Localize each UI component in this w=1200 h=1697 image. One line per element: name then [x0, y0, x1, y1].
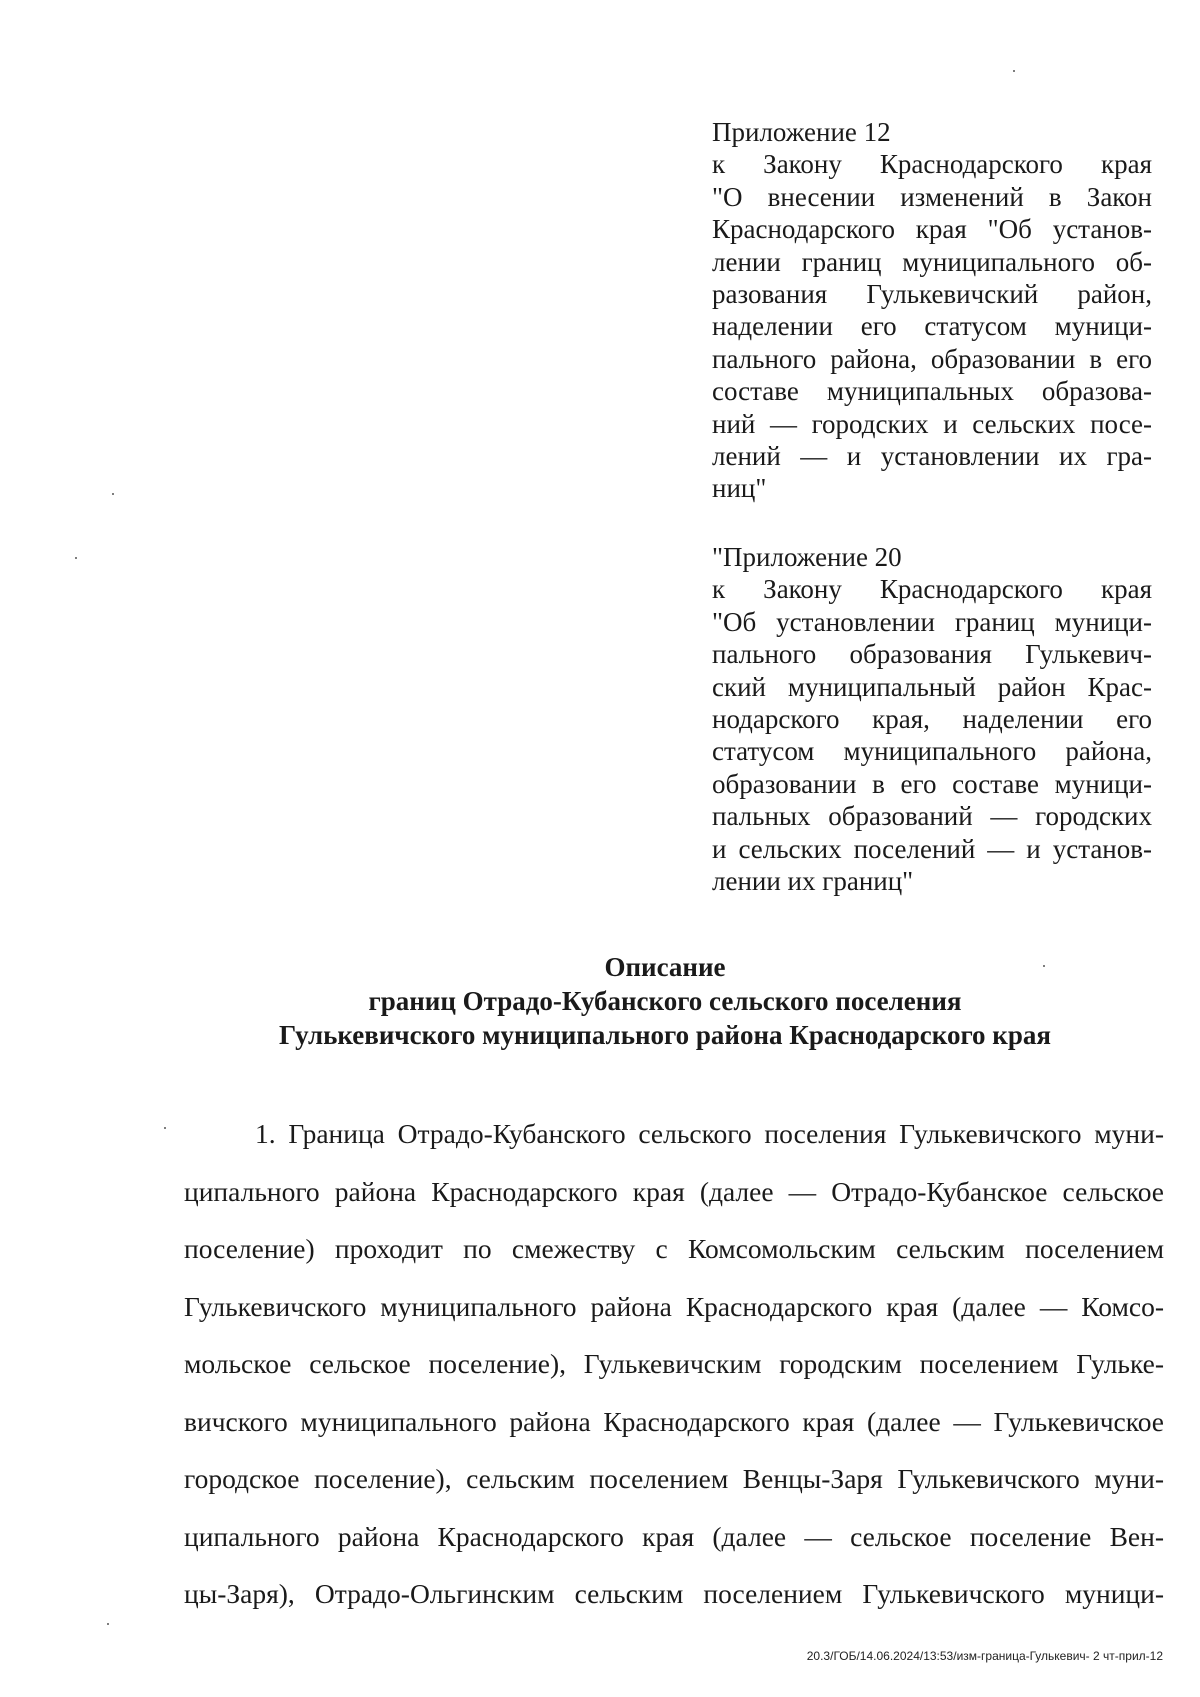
scan-speck [107, 1623, 109, 1625]
appendix-12-line: лении границ муниципального об- [712, 246, 1152, 277]
appendix-20-title: "Приложение 20 [712, 542, 902, 572]
appendix-12-line: разования Гулькевичский район, [712, 279, 1152, 310]
body-line: мольское сельское поселение), Гулькевичским городским поселением Гульке- [184, 1348, 1164, 1379]
body-line: городское поселение), сельским поселением Венцы-Заря Гулькевичского муни- [184, 1463, 1164, 1494]
appendix-12-header [712, 116, 1152, 505]
appendix-20-line: ский муниципальный район Крас- [712, 671, 1152, 702]
appendix-12-line: пального района, образовании в его [712, 343, 1152, 374]
appendix-12-line: к Закону Краснодарского края [712, 149, 1152, 180]
appendix-20-line: "Об установлении границ муници- [712, 606, 1152, 637]
appendix-20-line: пальных образований — городских [712, 801, 1152, 832]
appendix-20-line: к Закону Краснодарского края [712, 574, 1152, 605]
appendix-12-line: наделении его статусом муници- [712, 311, 1152, 342]
body-line: ципального района Краснодарского края (далее — сельское поселение Вен- [184, 1520, 1164, 1552]
scan-speck [112, 493, 114, 495]
document-title [160, 950, 1170, 1052]
scan-speck [1013, 70, 1015, 72]
body-line: вичского муниципального района Краснодарского края (далее — Гулькевичское [184, 1405, 1164, 1437]
appendix-20-line: лении их границ" [712, 866, 914, 897]
appendix-12-line: ниц" [712, 473, 767, 504]
appendix-20-line: образовании в его составе муници- [712, 768, 1152, 799]
footer-document-code: 20.3/ГОБ/14.06.2024/13:53/изм-граница-Гулькевич- 2 чт-прил-12 [806, 1649, 1163, 1663]
appendix-12-line: лений — и установлении их гра- [712, 441, 1152, 472]
body-line: Гулькевичского муниципального района Краснодарского края (далее — Комсо- [184, 1290, 1164, 1322]
body-line: поселение) проходит по смежеству с Комсомольским сельским поселением [184, 1233, 1164, 1264]
appendix-12-line: "О внесении изменений в Закон [712, 181, 1152, 212]
body-line: цы-Заря), Отрадо-Ольгинским сельским поселением Гулькевичского муници- [184, 1578, 1164, 1609]
scan-speck [164, 1127, 166, 1129]
title-line-1: Описание [604, 952, 726, 982]
appendix-12-line: Краснодарского края "Об установ- [712, 214, 1152, 245]
scan-speck [75, 557, 77, 559]
body-line: 1. Граница Отрадо-Кубанского сельского поселения Гулькевичского муни- [255, 1118, 1164, 1149]
appendix-20-line: пального образования Гулькевич- [712, 639, 1152, 670]
body-line: ципального района Краснодарского края (далее — Отрадо-Кубанское сельское [184, 1175, 1164, 1207]
appendix-12-title: Приложение 12 [712, 117, 891, 147]
body-paragraph [184, 1105, 1164, 1623]
appendix-20-line: нодарского края, наделении его [712, 704, 1152, 735]
appendix-20-header [712, 541, 1152, 897]
title-line-2: границ Отрадо-Кубанского сельского поселения [368, 986, 962, 1016]
title-line-3: Гулькевичского муниципального района Краснодарского края [278, 1020, 1051, 1050]
scan-speck [1043, 965, 1045, 967]
appendix-12-line: составе муниципальных образова- [712, 376, 1152, 407]
appendix-12-line: ний — городских и сельских посе- [712, 408, 1152, 439]
appendix-20-line: и сельских поселений — и установ- [712, 833, 1152, 864]
appendix-20-line: статусом муниципального района, [712, 736, 1152, 767]
